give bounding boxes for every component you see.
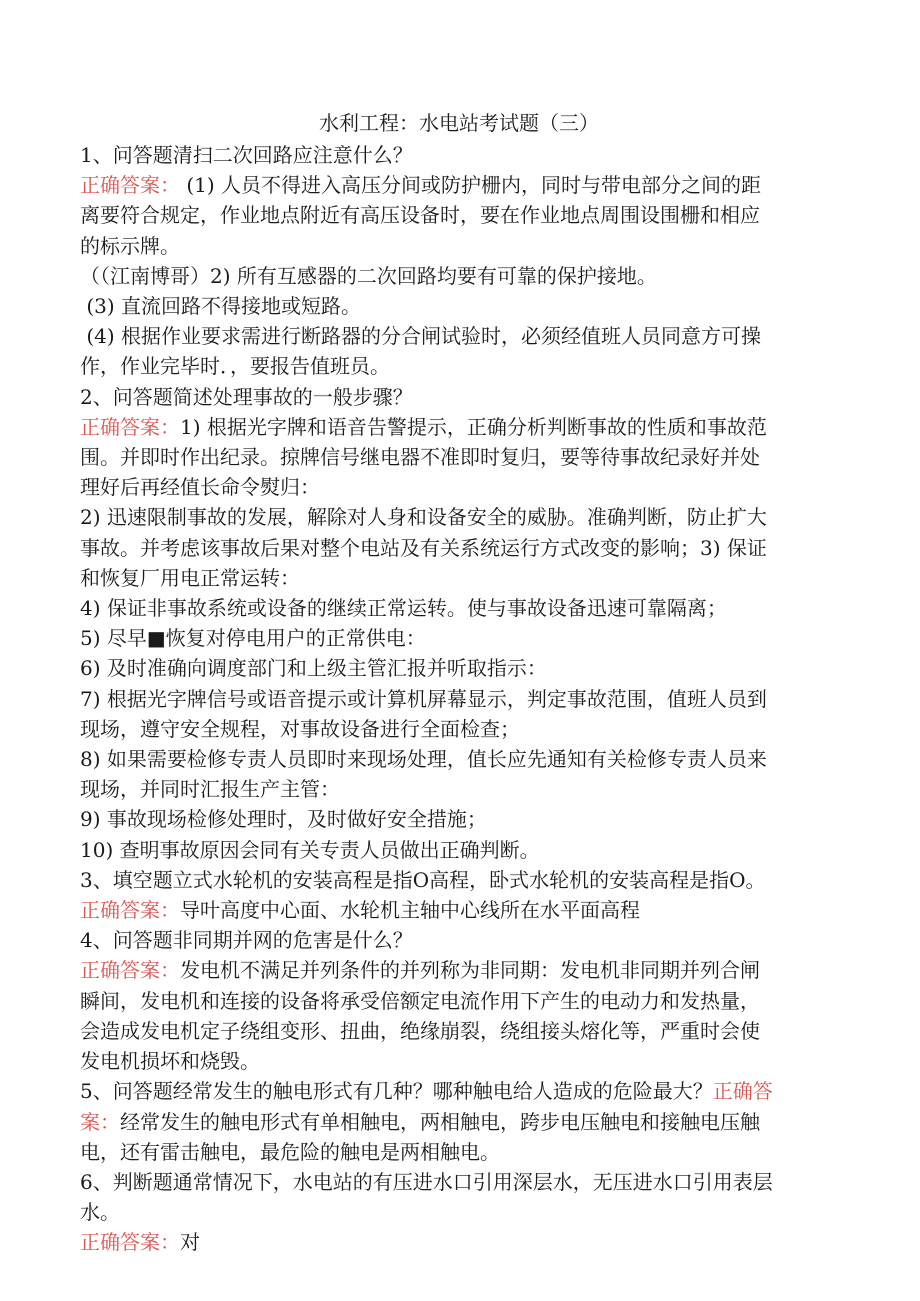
text-line: 理好后再经值长命令熨归： [80, 475, 320, 500]
answer-line [80, 1107, 828, 1137]
answer-text: 导叶高度中心面、水轮机主轴中心线所在水平面高程 [180, 898, 640, 923]
answer-line [80, 895, 828, 925]
answer-label: 正确答案： [80, 1230, 180, 1255]
text-line: 水。 [80, 1200, 120, 1225]
text-line: 瞬间，发电机和连接的设备将承受倍额定电流作用下产生的电动力和发热量， [80, 988, 760, 1013]
answer-line [80, 1227, 828, 1257]
text-line: (3) 直流回路不得接地或短路。 [80, 294, 362, 319]
document-title: 水利工程：水电站考试题（三） [319, 111, 599, 135]
text-line: （（江南博哥）2) 所有互感器的二次回路均要有可靠的保护接地。 [80, 263, 657, 288]
answer-text: (1) 人员不得进入高压分间或防护栅内，同时与带电部分之间的距 [180, 173, 762, 198]
answer-label: 正确答 [712, 1079, 773, 1104]
text-line: 现场，遵守安全规程，对事故设备进行全面检查； [80, 716, 520, 741]
text-line: 电，还有雷击触电，最危险的触电是两相触电。 [80, 1139, 500, 1164]
answer-text: 经常发生的触电形式有单相触电，两相触电，跨步电压触电和接触电压触 [120, 1109, 760, 1134]
text-line: 事故。并考虑该事故后果对整个电站及有关系统运行方式改变的影响；3) 保证 [80, 535, 767, 560]
question-line: 3、填空题立式水轮机的安装高程是指O高程，卧式水轮机的安装高程是指O。 [80, 867, 766, 892]
question-line: 2、问答题简述处理事故的一般步骤？ [80, 384, 413, 409]
answer-label: 正确答案： [80, 958, 180, 983]
text-line: 离要符合规定，作业地点附近有高压设备时，要在作业地点周围设围栅和相应 [80, 203, 760, 228]
text-line: 6) 及时准确向调度部门和上级主管汇报并听取指示： [80, 656, 547, 681]
answer-label: 正确答案： [80, 898, 180, 923]
question-line: 6、判断题通常情况下，水电站的有压进水口引用深层水，无压进水口引用表层 [80, 1169, 773, 1194]
text-line: 发电机损坏和烧毁。 [80, 1049, 260, 1074]
text-line: 7) 根据光字牌信号或语音提示或计算机屏幕显示，判定事故范围，值班人员到 [80, 686, 767, 711]
text-line: 9) 事故现场检修处理时，及时做好安全措施； [80, 807, 487, 832]
answer-text: 1) 根据光字牌和语音告警提示，正确分析判断事故的性质和事故范 [180, 414, 767, 439]
answer-text: 发电机不满足并列条件的并列称为非同期：发电机非同期并列合闸 [180, 958, 760, 983]
answer-label: 正确答案： [80, 173, 180, 198]
text-line: (4) 根据作业要求需进行断路器的分合闸试验时，必须经值班人员同意方可操 [80, 324, 762, 349]
question-line: 1、问答题清扫二次回路应注意什么？ [80, 143, 413, 167]
text-line: 2) 迅速限制事故的发展，解除对人身和设备安全的威胁。准确判断，防止扩大 [80, 505, 767, 530]
text-line: 和恢复厂用电正常运转： [80, 565, 300, 590]
answer-line [80, 170, 828, 200]
text-line: 围。并即时作出纪录。掠牌信号继电器不准即时复归，要等待事故纪录好并处 [80, 445, 760, 470]
text-line: 10) 查明事故原因会同有关专责人员做出正确判断。 [80, 837, 540, 862]
text-line: 作，作业完毕时．，要报告值班员。 [80, 354, 390, 379]
document-body [80, 140, 828, 1258]
text-line: 4) 保证非事故系统或设备的继续正常运转。使与事故设备迅速可靠隔离； [80, 596, 727, 621]
answer-line [80, 412, 828, 442]
question-line: 4、问答题非同期并网的危害是什么？ [80, 928, 413, 953]
text-line: 现场，并同时汇报生产主管： [80, 777, 340, 802]
question-text: 5、问答题经常发生的触电形式有几种？哪种触电给人造成的危险最大？ [80, 1079, 713, 1104]
text-line: 8) 如果需要检修专责人员即时来现场处理，值长应先通知有关检修专责人员来 [80, 747, 767, 772]
text-line: 5) 尽早■恢复对停电用户的正常供电： [80, 626, 426, 651]
answer-label: 案： [80, 1109, 120, 1134]
text-line: 的标示牌。 [80, 233, 180, 258]
answer-line [80, 955, 828, 985]
answer-text: 对 [180, 1230, 200, 1255]
question-line [80, 1076, 828, 1106]
text-line: 会造成发电机定子绕组变形、扭曲，绝缘崩裂，绕组接头熔化等，严重时会使 [80, 1018, 760, 1043]
answer-label: 正确答案： [80, 414, 180, 439]
